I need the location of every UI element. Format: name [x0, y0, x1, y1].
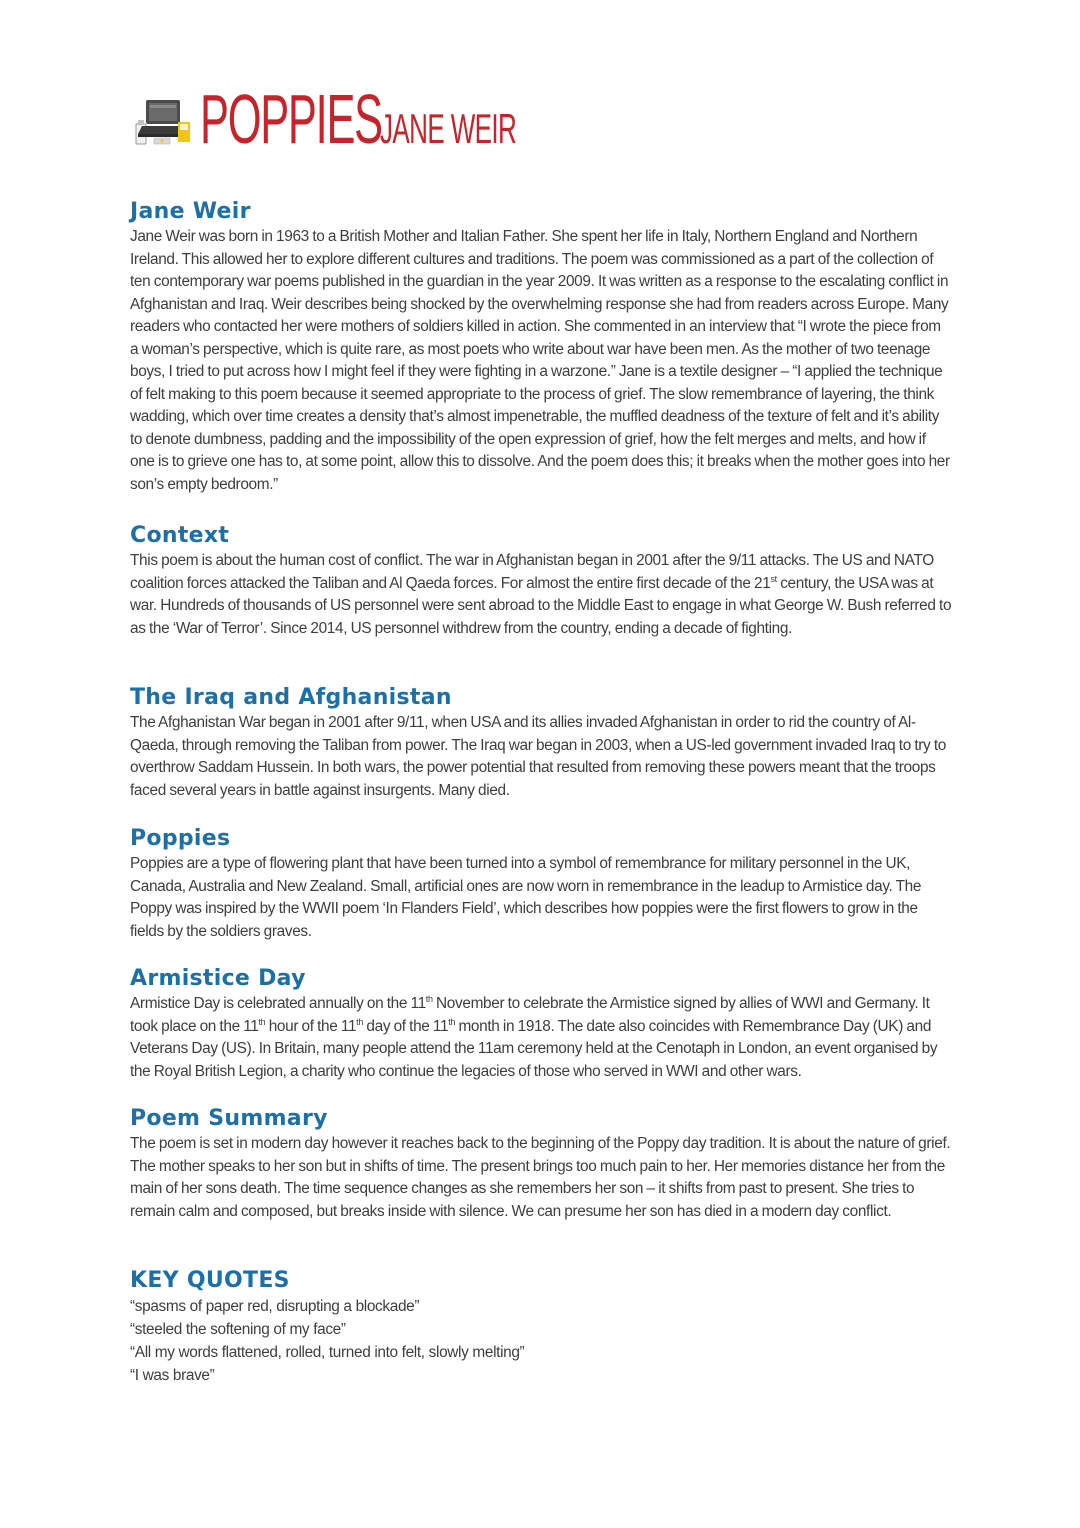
section-heading: KEY QUOTES: [130, 1268, 290, 1293]
section-iraq-afghanistan: [130, 684, 952, 802]
section-body: Poppies are a type of flowering plant that have been turned into a symbol of remembrance for military personnel in the UK, Canada, Australia and New Zealand. Small, artificial ones are now worn in remembrance in the leadup to Armistice day. The Poppy was inspired by the WWII poem ‘In Flanders Field’, which describes how poppies were the first flowers to grow in the fields by the soldiers graves.: [130, 855, 922, 940]
section-heading: The Iraq and Afghanistan: [130, 685, 452, 710]
section-armistice-day: [130, 965, 952, 1083]
section-context: [130, 522, 952, 640]
laptop-desk-icon: [134, 94, 196, 146]
section-heading: Poppies: [130, 826, 231, 851]
document-header: [134, 78, 600, 158]
section-jane-weir: [130, 198, 952, 496]
quote-item: “steeled the softening of my face”: [130, 1321, 346, 1338]
section-key-quotes: [130, 1267, 952, 1387]
section-body: The Afghanistan War began in 2001 after 9/11, when USA and its allies invaded Afghanistan in order to rid the country of Al-Qaeda, through removing the Taliban from power. The Iraq war began in 2003, when a US-led government invaded Iraq to try to overthrow Saddam Hussein. In both wars, the power potential that resulted from removing these powers meant that the troops faced several years in battle against insurgents. Many died.: [130, 714, 946, 799]
section-body: Armistice Day is celebrated annually on the 11th November to celebrate the Armistice signed by allies of WWI and Germany. It took place on the 11th hour of the 11th day of the 11th month in 1918. The date also coincides with Remembrance Day (UK) and Veterans Day (US). In Britain, many people attend the 11am ceremony held at the Cenotaph in London, an event organised by the Royal British Legion, a charity who continue the legacies of those who served in WWI and other wars.: [130, 993, 938, 1080]
section-poem-summary: [130, 1105, 952, 1223]
section-poppies: [130, 825, 952, 943]
poem-title: POPPIES: [200, 80, 382, 158]
quote-item: “spasms of paper red, disrupting a blockade”: [130, 1298, 420, 1315]
section-heading: Jane Weir: [130, 199, 251, 224]
section-heading: Armistice Day: [130, 966, 306, 991]
poet-name: JANE WEIR: [380, 105, 517, 152]
section-heading: Context: [130, 523, 230, 548]
section-body: The poem is set in modern day however it reaches back to the beginning of the Poppy day tradition. It is about the nature of grief. The mother speaks to her son but in shifts of time. The present brings too much pain to her. Her memories distance her from the main of her sons death. The time sequence changes as she remembers her son – it shifts from past to present. She tries to remain calm and composed, but breaks inside with silence. We can presume her son has died in a modern day conflict.: [130, 1135, 951, 1220]
quote-item: “I was brave”: [130, 1367, 215, 1384]
section-body: Jane Weir was born in 1963 to a British Mother and Italian Father. She spent her life in Italy, Northern England and Northern Ireland. This allowed her to explore different cultures and traditions. The poem was commissioned as a part of the collection of ten contemporary war poems published in the guardian in the year 2009. It was written as a response to the escalating conflict in Afghanistan and Iraq. Weir describes being shocked by the overwhelming response she had from readers across Europe. Many readers who contacted her were mothers of soldiers killed in action. She commented in an interview that “I wrote the piece from a woman’s perspective, which is quite rare, as most poets who write about war have been men. As the mother of two teenage boys, I tried to put across how I might feel if they were fighting in a warzone.” Jane is a textile designer – “I applied the technique of felt making to this poem because it seemed appropriate to the process of grief. The slow remembrance of layering, the think wadding, which over time creates a density that’s almost impenetrable, the muffled deadness of the texture of felt and it’s ability to denote dumbness, padding and the impossibility of the open expression of grief, how the felt merges and melts, and how if one is to grieve one has to, at some point, allow this to dissolve. And the poem does this; it breaks when the mother goes into her son’s empty bedroom.”: [130, 228, 950, 493]
section-heading: Poem Summary: [130, 1106, 328, 1131]
quote-item: “All my words flattened, rolled, turned into felt, slowly melting”: [130, 1344, 525, 1361]
section-body: This poem is about the human cost of conflict. The war in Afghanistan began in 2001 after the 9/11 attacks. The US and NATO coalition forces attacked the Taliban and Al Qaeda forces. For almost the entire first decade of the 21st century, the USA was at war. Hundreds of thousands of US personnel were sent abroad to the Middle East to engage in what George W. Bush referred to as the ‘War of Terror’. Since 2014, US personnel withdrew from the country, ending a decade of fighting.: [130, 552, 952, 637]
